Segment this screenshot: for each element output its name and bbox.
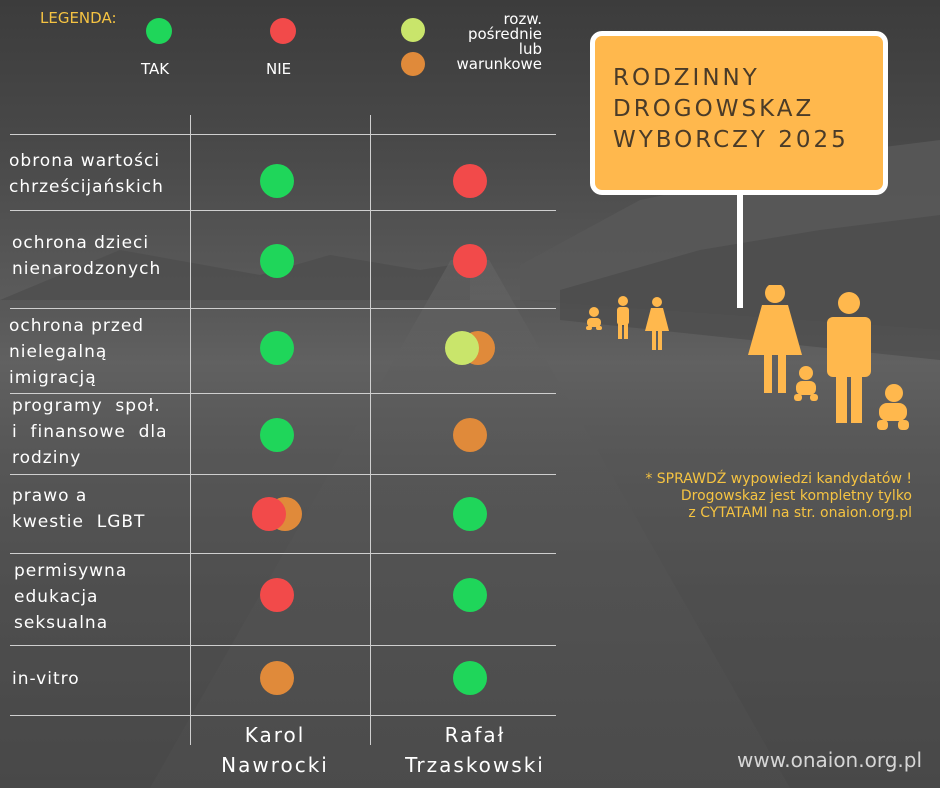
row-label-illegal-immigration: ochrona przed nielegalną imigracją [9, 316, 145, 388]
candidate-name-nawrocki [190, 720, 360, 780]
indicator-dot-no [453, 164, 487, 198]
row-label-christian-values: obrona wartości chrześcijańskich [9, 151, 164, 197]
legend-partial-line-4: warunkowe [456, 55, 542, 73]
row-label-unborn-children: ochrona dzieci nienarodzonych [12, 233, 162, 279]
candidate-first-name: Karol [244, 723, 306, 747]
table-row-line [10, 553, 556, 554]
indicator-dot-no [252, 497, 286, 531]
row-label-sex-education: permisywna edukacja seksualna [14, 561, 128, 633]
legend-conditional-dot [401, 52, 425, 76]
indicator-dot-yes [260, 331, 294, 365]
candidate-name-trzaskowski [380, 720, 570, 780]
legend-yes-dot [146, 18, 172, 44]
signpost-line-2: DROGOWSKAZ [613, 96, 815, 122]
legend-yes-label: TAK [141, 60, 170, 78]
indicator-dot-conditional [453, 418, 487, 452]
indicator-dot-no [260, 578, 294, 612]
legend-title: LEGENDA: [40, 9, 117, 27]
table-row-line [10, 134, 556, 135]
table-row-line [10, 645, 556, 646]
table-row-line [10, 210, 556, 211]
legend-partial-line-1: rozw. [503, 10, 542, 28]
candidate-last-name: Trzaskowski [405, 753, 545, 777]
note-line-2: Drogowskaz jest kompletny tylko [680, 488, 912, 504]
family-figures-icon [582, 285, 912, 445]
candidate-last-name: Nawrocki [221, 753, 329, 777]
signpost-title [613, 63, 849, 156]
indicator-dot-yes [453, 497, 487, 531]
indicator-dot-yes [453, 661, 487, 695]
indicator-dot-yes [453, 578, 487, 612]
legend-partial-label [430, 12, 542, 72]
note-line-3: z CYTATAMI na str. onaion.org.pl [688, 505, 912, 521]
legend-partial-line-3: lub [518, 40, 542, 58]
indicator-dot-yes [260, 418, 294, 452]
signpost-board [590, 31, 888, 195]
indicator-dot-indirect [445, 331, 479, 365]
verification-note [645, 471, 912, 522]
row-label-family-programs: programy społ. i finansowe dla rodziny [12, 396, 168, 468]
row-label-lgbt: prawo a kwestie LGBT [12, 486, 146, 532]
table-row-line [10, 474, 556, 475]
indicator-dot-yes [260, 164, 294, 198]
indicator-dot-no [453, 244, 487, 278]
legend-no-label: NIE [266, 60, 292, 78]
row-label-in-vitro: in-vitro [12, 669, 80, 689]
indicator-dot-yes [260, 244, 294, 278]
signpost-line-3: WYBORCZY 2025 [613, 127, 849, 153]
table-row-line [10, 308, 556, 309]
legend-partial-line-2: pośrednie [467, 25, 542, 43]
indicator-dot-conditional [260, 661, 294, 695]
candidate-first-name: Rafał [444, 723, 506, 747]
website-link[interactable]: www.onaion.org.pl [737, 748, 922, 772]
legend-indirect-dot [401, 18, 425, 42]
legend-no-dot [270, 18, 296, 44]
signpost-line-1: RODZINNY [613, 65, 760, 91]
table-row-line [10, 715, 556, 716]
note-line-1: * SPRAWDŹ wypowiedzi kandydatów ! [645, 471, 912, 487]
